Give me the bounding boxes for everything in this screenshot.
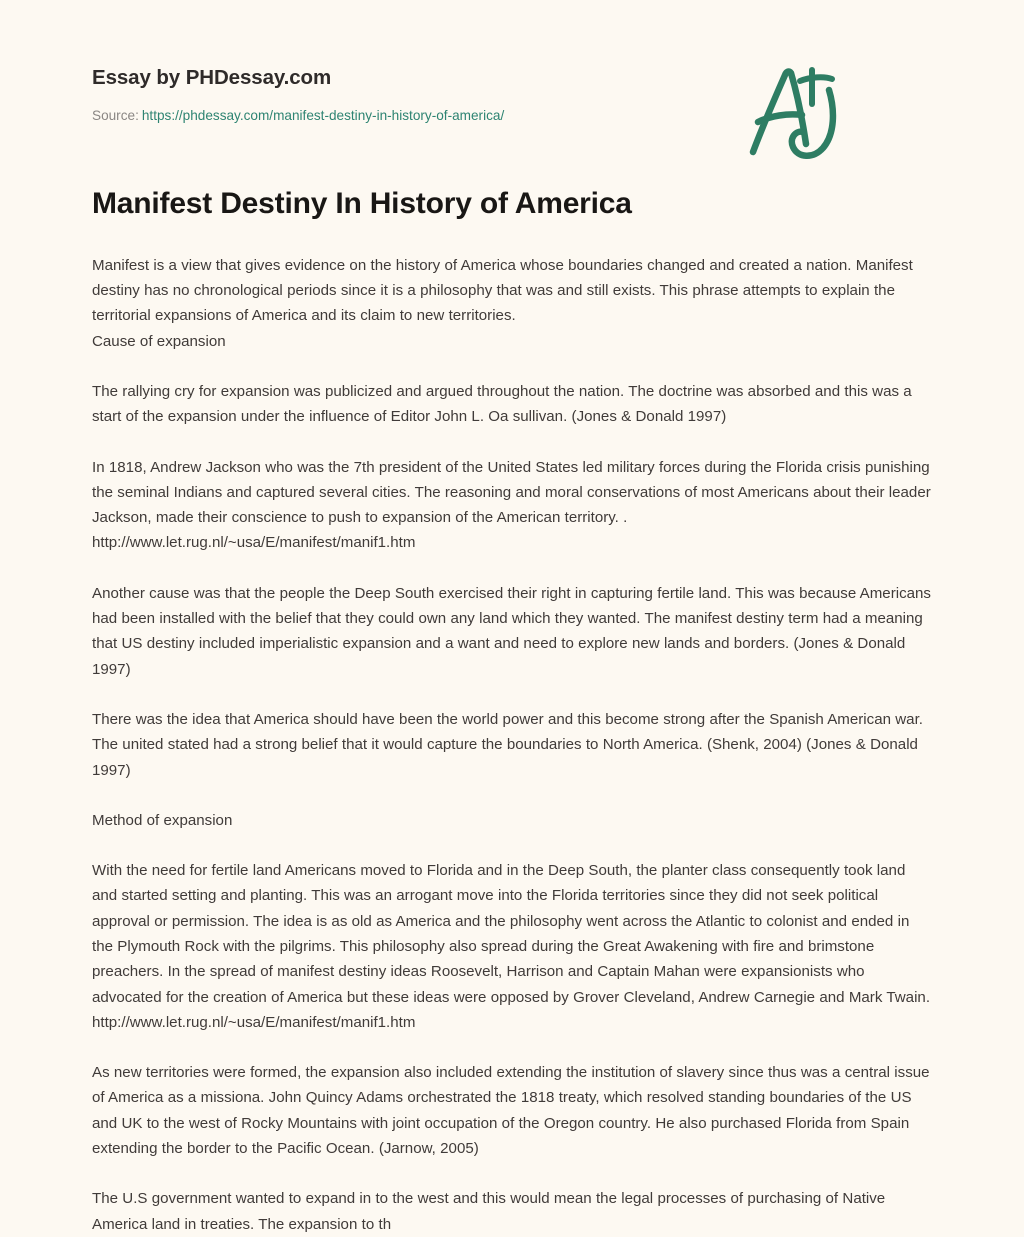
paragraph-text: The U.S government wanted to expand in to the west and this would mean the legal processes of purchasing of Native America land in treaties. The expansion to th: [92, 1190, 886, 1233]
page-title: Manifest Destiny In History of America: [92, 187, 632, 221]
document-header: [92, 0, 932, 124]
document-body: [92, 223, 932, 1237]
paragraph: [92, 858, 932, 1035]
paragraph-text: The rallying cry for expansion was publicized and argued throughout the nation. The doctrine was absorbed and this was a start of the expansion under the influence of Editor John L. Oa sullivan. (Jones & Donald 1997): [92, 382, 912, 426]
paragraph: [92, 1060, 932, 1161]
paragraph-subline: Cause of expansion: [92, 332, 226, 350]
paragraph: [92, 253, 932, 354]
brand-label: Essay by PHDessay.com: [92, 66, 332, 89]
aplus-logo-icon: [740, 52, 844, 164]
paragraph-text: Method of expansion: [92, 811, 233, 829]
paragraph-text: Manifest is a view that gives evidence on the history of America whose boundaries changed and created a nation. Manifest destiny has no chronological periods since it is a philosophy that was and still exists. This phrase attempts to explain the territorial expansions of America and its claim to new territories.: [92, 256, 913, 325]
paragraph-subline: http://www.let.rug.nl/~usa/E/manifest/manif1.htm: [92, 534, 416, 552]
paragraph: [92, 379, 932, 430]
paragraph-subline: http://www.let.rug.nl/~usa/E/manifest/manif1.htm: [92, 1013, 416, 1031]
paragraph-text: Another cause was that the people the Deep South exercised their right in capturing fertile land. This was because Americans had been installed with the belief that they could own any land which they wanted. The manifest destiny term had a meaning that US destiny included imperialistic expansion and a want and need to explore new lands and borders. (Jones & Donald 1997): [92, 584, 931, 678]
source-url-link[interactable]: https://phdessay.com/manifest-destiny-in-history-of-america/: [141, 107, 505, 123]
paragraph-text: There was the idea that America should have been the world power and this become strong after the Spanish American war. The united stated had a strong belief that it would capture the boundaries to North America. (Shenk, 2004) (Jones & Donald 1997): [92, 710, 923, 779]
paragraph: [92, 581, 932, 682]
paragraph: [92, 455, 932, 556]
paragraph-text: With the need for fertile land Americans moved to Florida and in the Deep South, the planter class consequently took land and started setting and planting. This was an arrogant move into the Florida territories since they did not seek political approval or permission. The idea is as old as America and the philosophy went across the Atlantic to colonist and ended in the Plymouth Rock with the pilgrims. This philosophy also spread during the Great Awakening with fire and brimstone preachers. In the spread of manifest destiny ideas Roosevelt, Harrison and Captain Mahan were expansionists who advocated for the creation of America but these ideas were opposed by Grover Cleveland, Andrew Carnegie and Mark Twain.: [92, 862, 931, 1006]
section-heading-method: [92, 808, 932, 833]
paragraph-text: As new territories were formed, the expansion also included extending the institution of slavery since thus was a central issue of America as a missiona. John Quincy Adams orchestrated the 1818 treaty, which resolved standing boundaries of the US and UK to the west of Rocky Mountains with joint occupation of the Oregon country. He also purchased Florida from Spain extending the border to the Pacific Ocean. (Jarnow, 2005): [92, 1064, 930, 1158]
aplus-logo-glyph: [740, 52, 844, 164]
paragraph: [92, 1186, 932, 1237]
paragraph: [92, 707, 932, 783]
paragraph-text: In 1818, Andrew Jackson who was the 7th president of the United States led military forces during the Florida crisis punishing the seminal Indians and captured several cities. The reasoning and moral conservations of most Americans about their leader Jackson, made their conscience to push to expansion of the American territory. .: [92, 458, 931, 527]
source-label: Source:: [92, 107, 139, 123]
